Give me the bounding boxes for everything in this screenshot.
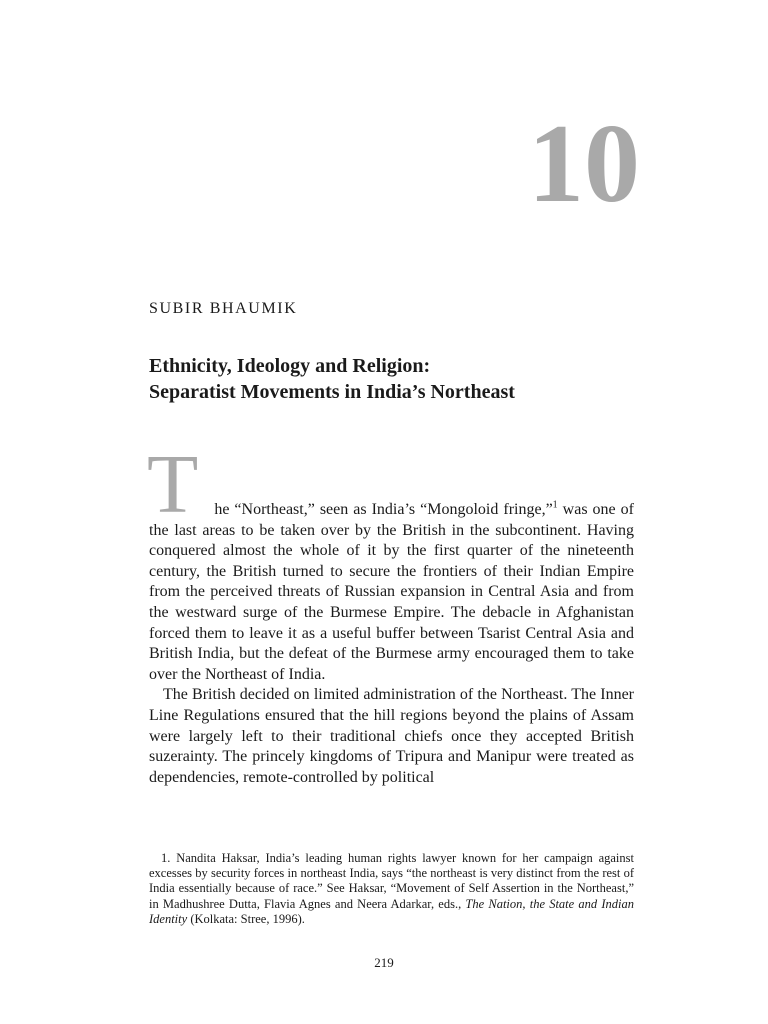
body-text [149, 440, 634, 788]
chapter-title-line-1: Ethnicity, Ideology and Religion: [149, 355, 431, 377]
chapter-number: 10 [528, 102, 640, 226]
chapter-title [149, 353, 649, 405]
page-number: 219 [374, 955, 394, 970]
paragraph-1-rest: was one of the last areas to be taken over by the British in the subcontinent. Having conquered almost the whole of it by the first quarter of the nineteenth century, the British turned to secure the frontiers of their Indian Empire from the perceived threats of Russian expansion in Central Asia and from the westward surge of the Burmese Empire. The debacle in Afghanistan forced them to leave it as a useful buffer between Tsarist Central Asia and British India, but the defeat of the Burmese army encouraged them to take over the Northeast of India. [149, 501, 634, 683]
footnote-text-before: 1. Nandita Haksar, India’s leading human rights lawyer known for her campaign against excesses by security forces in northeast India, says “the northeast is very distinct from the rest of India essentially because of race.” See Haksar, “Movement of Self Assertion in the Northeast,” in Madhushree Dutta, Flavia Agnes and Neera Adarkar, eds., [149, 851, 634, 911]
footnote-reference[interactable]: 1 [552, 499, 558, 511]
footnote-book-title: The Nation, the State and Indian Identity [149, 896, 635, 926]
paragraph-2: The British decided on limited administration of the Northeast. The Inner Line Regulations ensured that the hill regions beyond the plains of Assam were largely left to their traditional chiefs once they accepted British suzerainty. The princely kingdoms of Tripura and Manipur were treated as dependencies, remote-controlled by political [149, 686, 634, 786]
footnote-text-after: (Kolkata: Stree, 1996). [187, 911, 305, 926]
paragraph-1 [149, 440, 634, 685]
paragraph-1-start: he “Northeast,” seen as India’s “Mongoloid fringe,” [214, 501, 553, 518]
chapter-title-line-2: Separatist Movements in India’s Northeast [149, 381, 515, 403]
author-name: SUBIR BHAUMIK [149, 300, 298, 317]
footnote [149, 851, 634, 927]
drop-cap: T [147, 438, 199, 531]
